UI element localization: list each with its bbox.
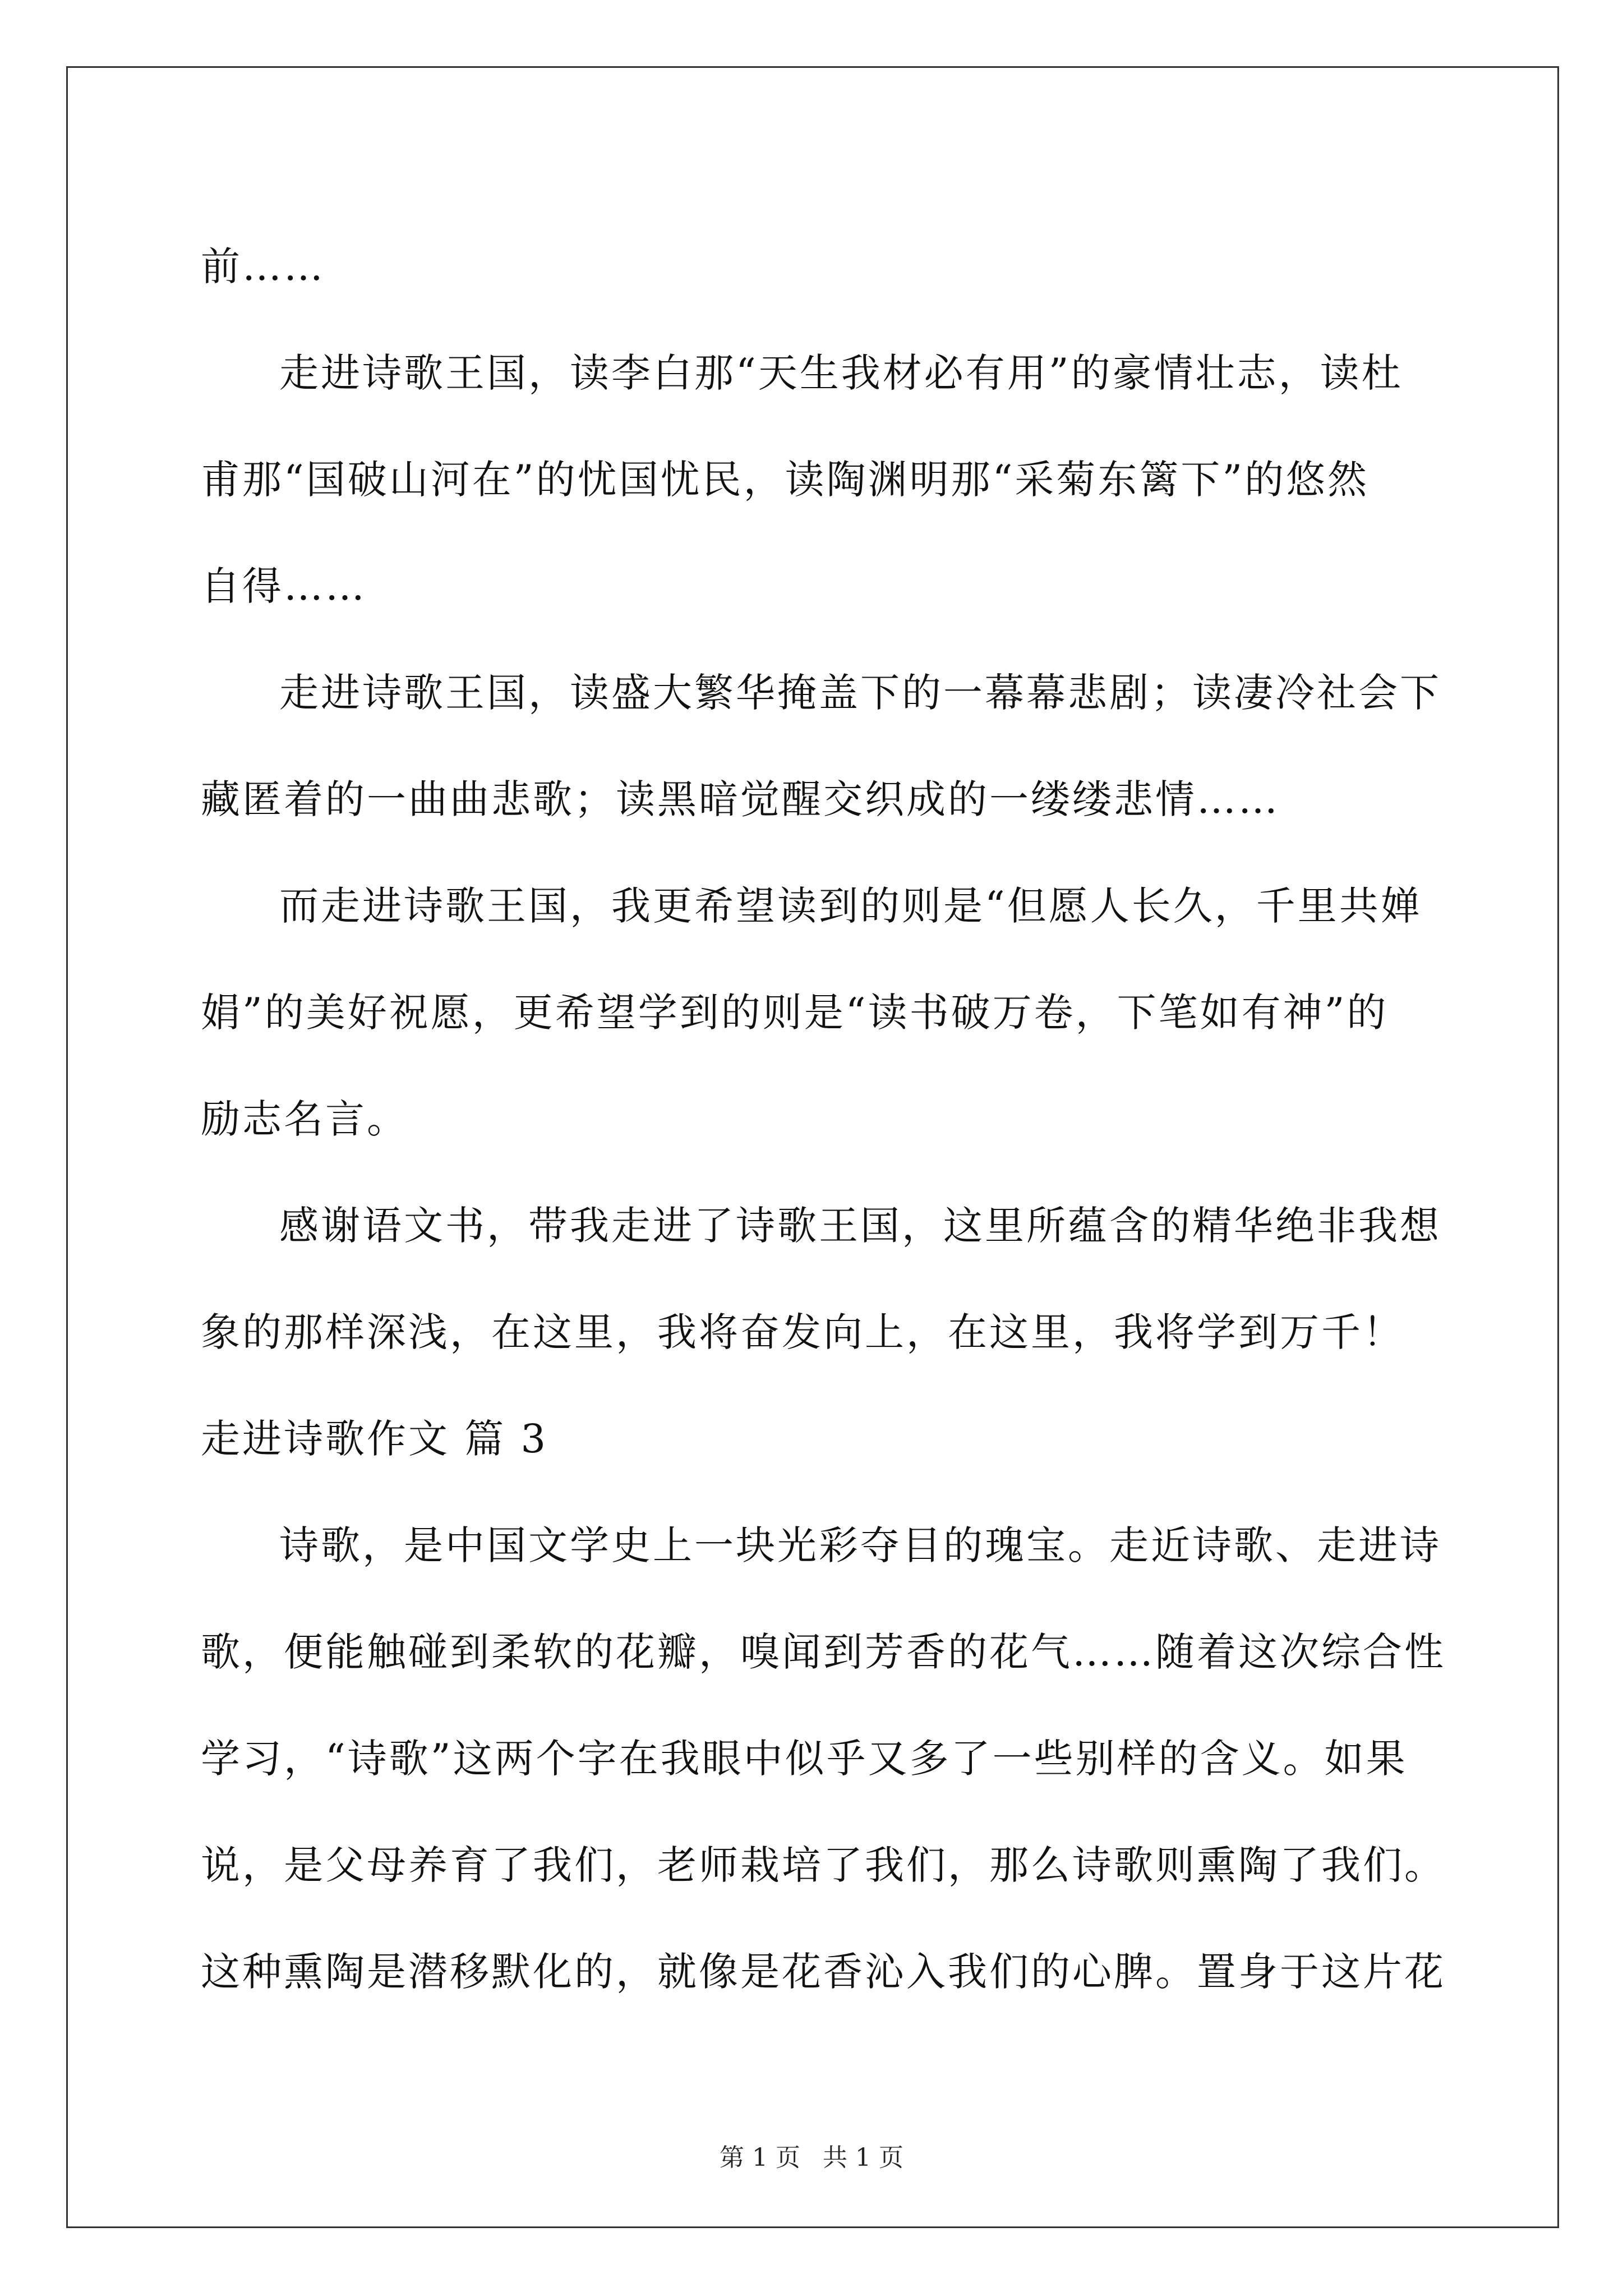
page-number: 第 1 页 — [720, 2143, 800, 2172]
page-footer — [0, 2137, 1623, 2173]
text-line: 象的那样深浅，在这里，我将奋发向上，在这里，我将学到万千！ — [201, 1309, 1404, 1355]
section-heading: 走进诗歌作文 篇 3 — [201, 1416, 548, 1462]
text-line: 说，是父母养育了我们，老师栽培了我们，那么诗歌则熏陶了我们。 — [201, 1842, 1446, 1888]
document-body — [201, 213, 1446, 2025]
text-line: 藏匿着的一曲曲悲歌；读黑暗觉醒交织成的一缕缕悲情…… — [201, 776, 1280, 822]
text-line: 励志名言。 — [201, 1096, 408, 1142]
text-line: 甫那“国破山河在”的忧国忧民，读陶渊明那“采菊东篱下”的悠然 — [201, 457, 1370, 503]
text-line: 走进诗歌王国，读盛大繁华掩盖下的一幕幕悲剧；读凄冷社会下 — [279, 670, 1441, 716]
page-total: 共 1 页 — [823, 2143, 903, 2172]
text-line: 娟”的美好祝愿，更希望学到的则是“读书破万卷，下笔如有神”的 — [201, 990, 1389, 1036]
text-line: 学习，“诗歌”这两个字在我眼中似乎又多了一些别样的含义。如果 — [201, 1736, 1408, 1782]
text-line: 自得…… — [201, 563, 367, 609]
text-line: 这种熏陶是潜移默化的，就像是花香沁入我们的心脾。置身于这片花 — [201, 1949, 1446, 1995]
text-line: 歌，便能触碰到柔软的花瓣，嗅闻到芳香的花气……随着这次综合性 — [201, 1629, 1446, 1675]
text-line: 而走进诗歌王国，我更希望读到的则是“但愿人长久，千里共婵 — [279, 883, 1422, 929]
text-line: 走进诗歌王国，读李白那“天生我材必有用”的豪情壮志，读杜 — [279, 350, 1403, 396]
text-line: 诗歌，是中国文学史上一块光彩夺目的瑰宝。走近诗歌、走进诗 — [279, 1522, 1441, 1568]
text-line: 感谢语文书，带我走进了诗歌王国，这里所蕴含的精华绝非我想 — [279, 1203, 1441, 1249]
text-line: 前…… — [201, 243, 325, 289]
